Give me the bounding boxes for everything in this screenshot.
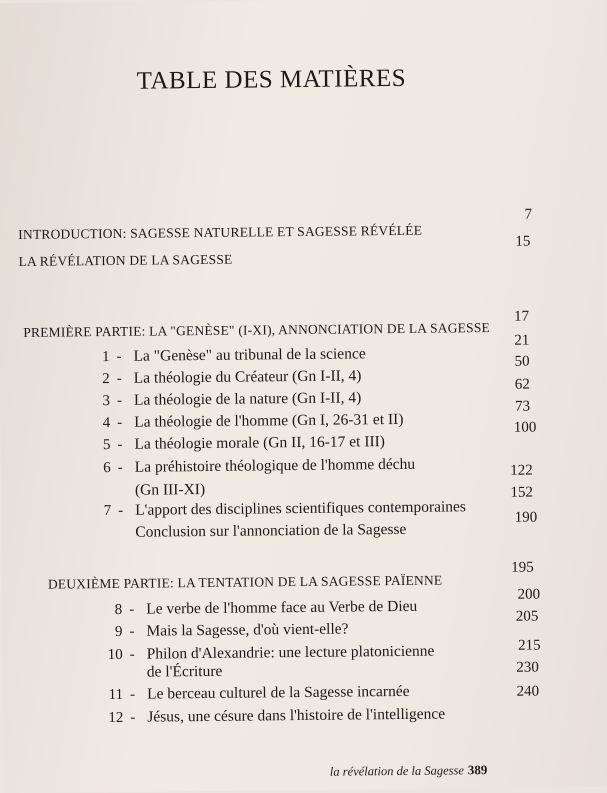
chapter-title: Jésus, une césure dans l'histoire de l'intelligence — [147, 705, 446, 726]
chapter-title: La "Genèse" au tribunal de la science — [133, 345, 366, 365]
chapter-title: La théologie de la nature (Gn I-II, 4) — [133, 389, 362, 409]
running-title: la révélation de la Sagesse — [329, 763, 464, 779]
chapter-title-continued: (Gn III-XI) — [134, 480, 206, 499]
chapter-title: La préhistoire théologique de l'homme déchu — [134, 455, 416, 476]
toc-part2-page: 195 — [511, 559, 534, 576]
conclusion-title: Conclusion sur l'annonciation de la Sagesse — [135, 520, 407, 541]
chapter-dash: - — [116, 392, 123, 409]
chapter-title: Philon d'Alexandrie: une lecture platonicienne — [146, 642, 435, 663]
chapter-dash: - — [116, 348, 122, 365]
chapter-page: 62 — [514, 376, 530, 393]
chapter-page: 230 — [516, 659, 539, 676]
chapter-page: 21 — [514, 332, 530, 349]
chapter-number: 6 — [103, 459, 111, 477]
chapter-dash: - — [117, 459, 123, 476]
chapter-title: Mais la Sagesse, d'où vient-elle? — [146, 620, 349, 640]
chapter-number: 5 — [102, 436, 111, 454]
chapter-title: La théologie du Créateur (Gn I-II, 4) — [133, 367, 362, 387]
toc-intro-label: INTRODUCTION: SAGESSE NATURELLE ET SAGESSE RÉVÉLÉE — [18, 222, 423, 242]
toc-part1-page: 17 — [514, 308, 530, 325]
toc-revelation-page: 15 — [515, 233, 531, 250]
chapter-page: 50 — [514, 353, 530, 370]
toc-part2-label: DEUXIÈME PARTIE: LA TENTATION DE LA SAGESSE PAÏENNE — [47, 572, 443, 592]
chapter-page: 205 — [515, 608, 539, 625]
chapter-page: 215 — [518, 637, 541, 654]
chapter-dash: - — [117, 414, 123, 431]
chapter-title-continued: de l'Écriture — [146, 662, 223, 681]
chapter-page: 122 — [510, 462, 533, 479]
chapter-title: La théologie morale (Gn II, 16-17 et III) — [134, 433, 386, 453]
toc-part1-label: PREMIÈRE PARTIE: LA "GENÈSE" (I-XI), ANNONCIATION DE LA SAGESSE — [23, 320, 491, 340]
chapter-page: 152 — [510, 484, 534, 501]
chapter-page: 240 — [516, 683, 540, 700]
page-title: TABLE DES MATIÈRES — [136, 64, 407, 95]
chapter-dash: - — [116, 370, 122, 387]
chapter-title: Le verbe de l'homme face au Verbe de Dieu — [146, 597, 418, 618]
chapter-number: 7 — [103, 502, 112, 520]
chapter-title: L'apport des disciplines scientifiques contemporaines — [135, 498, 467, 519]
chapter-number: 8 — [114, 601, 123, 618]
chapter-dash: - — [129, 646, 135, 663]
page-number: 389 — [467, 762, 488, 778]
chapter-dash: - — [129, 623, 135, 640]
chapter-number: 2 — [102, 370, 110, 388]
chapter-number: 12 — [108, 709, 124, 727]
conclusion-page: 190 — [514, 509, 538, 526]
toc-intro-page: 7 — [524, 206, 533, 223]
chapter-number: 11 — [108, 686, 124, 704]
chapter-page: 73 — [514, 398, 531, 415]
chapter-title: Le berceau culturel de la Sagesse incarnée — [146, 682, 410, 703]
chapter-title: La théologie de l'homme (Gn I, 26-31 et II) — [134, 410, 404, 431]
chapter-page: 100 — [513, 419, 537, 436]
toc-revelation-label: LA RÉVÉLATION DE LA SAGESSE — [18, 251, 233, 269]
chapter-dash: - — [118, 502, 124, 519]
chapter-number: 4 — [102, 414, 111, 432]
chapter-number: 3 — [102, 392, 111, 410]
page-footer — [330, 762, 488, 780]
chapter-number: 1 — [101, 348, 110, 366]
chapter-number: 10 — [107, 646, 123, 664]
chapter-number: 9 — [114, 623, 123, 640]
chapter-dash: - — [129, 601, 135, 618]
chapter-page: 200 — [517, 586, 541, 603]
chapter-dash: - — [130, 709, 136, 726]
chapter-dash: - — [117, 436, 123, 453]
chapter-dash: - — [129, 686, 136, 703]
